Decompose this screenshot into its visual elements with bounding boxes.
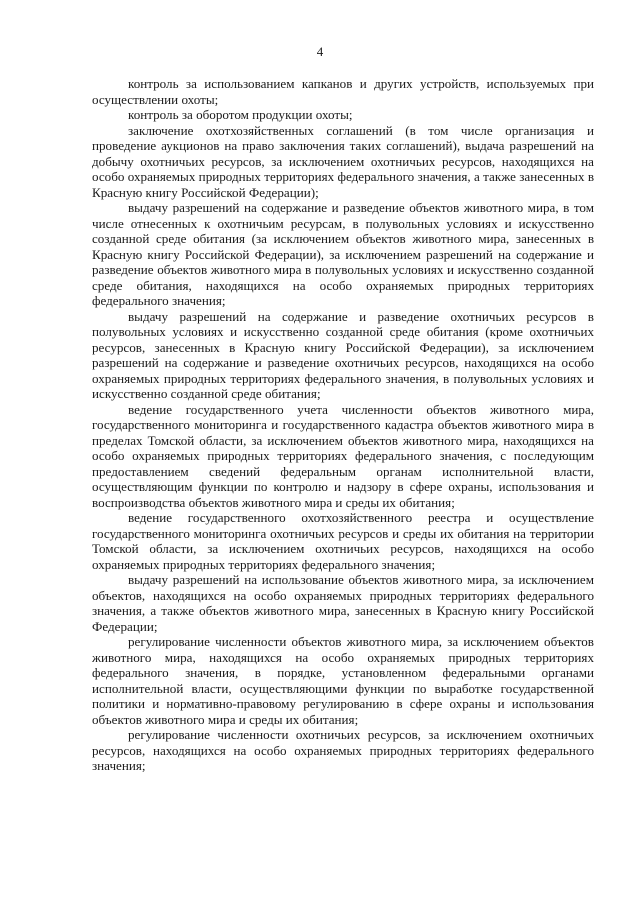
paragraph-wildlife-population-regulation: регулирование численности объектов животного мира, за исключением объектов животного мира, находящихся на особо охраняемых природных территориях федерального значения, в порядке, установленном федеральными органами исполнительной власти, осуществляющими функции по выработке государственной политики и нормативно-правовому регулированию в сфере охраны и использования объектов животного мира и среды их обитания; [92, 634, 594, 727]
paragraph-wildlife-use-permits: выдачу разрешений на использование объектов животного мира, за исключением объектов, находящихся на особо охраняемых природных территориях федерального значения, а также объектов животного мира, занесенных в Красную книгу Российской Федерации; [92, 572, 594, 634]
paragraph-trap-control: контроль за использованием капканов и других устройств, используемых при осуществлении охоты; [92, 76, 594, 107]
page-number: 4 [316, 44, 324, 59]
paragraph-hunting-products-control: контроль за оборотом продукции охоты; [128, 107, 353, 122]
paragraph-wildlife-state-accounting: ведение государственного учета численности объектов животного мира, государственного мониторинга и государственного кадастра объектов животного мира в пределах Томской области, за исключением объектов животного мира, находящихся на особо охраняемых природных территориях федерального значения, с последующим предоставлением сведений федеральным органам исполнительной власти, осуществляющим функции по контролю и надзору в сфере охраны, использования и воспроизводства объектов животного мира и среды их обитания; [92, 401, 594, 510]
paragraph-hunting-agreements: заключение охотхозяйственных соглашений (в том числе организация и проведение аукционов на право заключения таких соглашений), выдача разрешений на добычу охотничьих ресурсов, за исключением охотничьих ресурсов, находящихся на особо охраняемых природных территориях федерального значения, а также занесенных в Красную книгу Российской Федерации); [92, 122, 594, 200]
document-body [92, 76, 594, 774]
paragraph-hunting-resources-keeping-permits: выдачу разрешений на содержание и разведение охотничьих ресурсов в полувольных условиях и искусственно созданной среде обитания (кроме охотничьих ресурсов, занесенных в Красную книгу Российской Федерации), за исключением разрешений на содержание и разведение охотничьих ресурсов, находящихся на особо охраняемых природных территориях федерального значения, в полувольных условиях и искусственно созданной среде обитания; [92, 308, 594, 401]
paragraph-wildlife-keeping-permits: выдачу разрешений на содержание и разведение объектов животного мира, в том числе отнесенных к охотничьим ресурсам, в полувольных условиях и искусственно созданной среде обитания (за исключением объектов животного мира, занесенных в Красную книгу Российской Федерации), за исключением разрешений на содержание и разведение объектов животного мира в полувольных условиях и искусственно созданной среде обитания, находящихся на особо охраняемых природных территориях федерального значения; [92, 200, 594, 308]
paragraph-hunting-resources-population-regulation: регулирование численности охотничьих ресурсов, за исключением охотничьих ресурсов, находящихся на особо охраняемых природных территориях федерального значения; [92, 727, 594, 773]
paragraph-hunting-registry: ведение государственного охотхозяйственного реестра и осуществление государственного мониторинга охотничьих ресурсов и среды их обитания на территории Томской области, за исключением охотничьих ресурсов, находящихся на особо охраняемых природных территориях федерального значения; [92, 510, 594, 572]
